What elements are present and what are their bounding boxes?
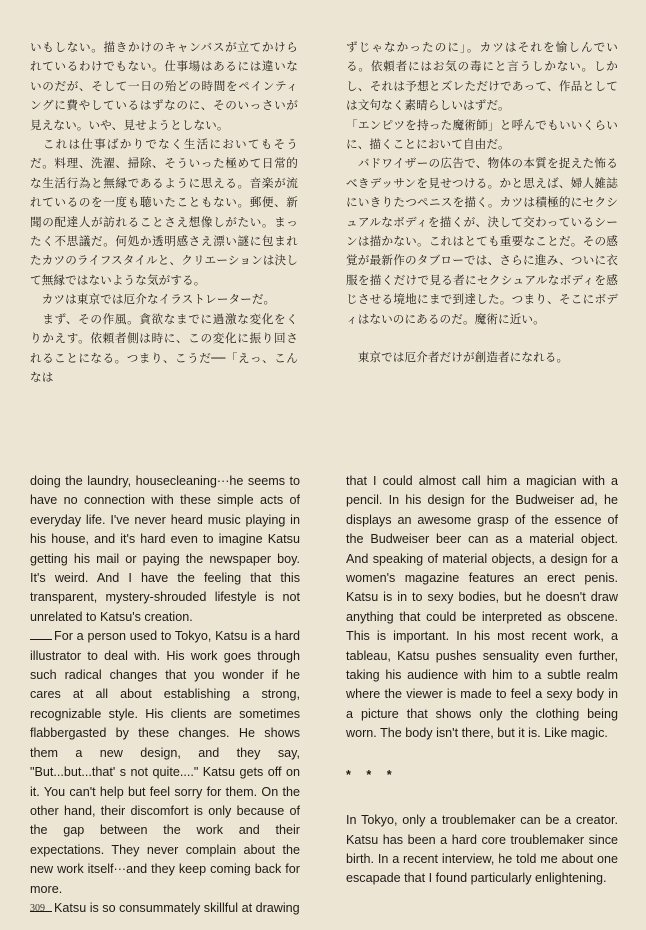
jp-paragraph: まず、その作風。貪欲なまでに過激な変化をくりかえす。依頼者側は時に、この変化に振り回されることになる。つまり、こうだ──「えっ、こんなは xyxy=(30,311,298,384)
jp-paragraph: 東京では厄介者だけが創造者になれる。 xyxy=(346,350,569,365)
japanese-column-left xyxy=(30,38,298,387)
indent-rule xyxy=(30,629,52,640)
en-paragraph: Katsu is so consummately skillful at drawing xyxy=(54,900,300,915)
jp-paragraph: カツは東京では厄介なイラストレーターだ。 xyxy=(30,292,276,307)
english-column-left xyxy=(30,472,300,918)
jp-paragraph: 「エンピツを持った魔術師」と呼んでもいいくらいに、描くことにおいて自由だ。 xyxy=(346,117,618,152)
page-number: 309 xyxy=(30,903,45,914)
en-paragraph-wrap xyxy=(30,627,300,899)
english-column-right xyxy=(346,472,618,889)
en-paragraph: doing the laundry, housecleaning···he seems to have no connection with these simple acts of everyday life. I've never heard music playing in his house, and it's hard even to imagine Katsu getting his mail or paying the newspaper boy. It's weird. And I have the feeling that this transparent, mystery-shrouded lifestyle is not unrelated to Katsu's creation. xyxy=(30,474,300,624)
jp-paragraph: ずじゃなかったのに」。カツはそれを愉しんでいる。依頼者にはお気の毒にと言うしかない。しかし、それは予想とズレただけであって、作品としては文句なく素晴らしいはずだ。 xyxy=(346,40,618,113)
en-paragraph: that I could almost call him a magician with a pencil. In his design for the Budweiser ad, he displays an awesome grasp of the essence of the Budweiser beer can as a material object. And speaking of material objects, a design for a women's magazine features an erect penis. Katsu is in to sexy bodies, but he doesn't draw anything that could be interpreted as obscene. This is important. In his most recent work, a tableau, Katsu pushes sensuality even further, taking his audience with him to a subtle realm where the viewer is made to feel a sexy body in a picture that shows only the clothing being worn. The body isn't there, but it is. Like magic. xyxy=(346,474,618,741)
en-paragraph: In Tokyo, only a troublemaker can be a creator. Katsu has been a hard core troublemaker since birth. In a recent interview, he told me about one escapade that I found particularly enlightening. xyxy=(346,813,618,886)
section-break: * * * xyxy=(346,767,398,782)
jp-paragraph: いもしない。描きかけのキャンバスが立てかけられているわけでもない。仕事場はあるには違いないのだが、そして一日の殆どの時間をペインティングに費やしているはずなのに、そのいっさいが見えない。いや、見せようとしない。 xyxy=(30,40,298,132)
en-paragraph-wrap xyxy=(30,899,300,918)
en-paragraph: For a person used to Tokyo, Katsu is a hard illustrator to deal with. His work goes through such radical changes that you wonder if he cares at all about establishing a strong, recognizable style. His clients are sometimes flabbergasted by these changes. He shows them a new design, and they say, "But...but...that' s not quite...." Katsu gets off on it. You can't help but feel sorry for them. On the other hand, their discomfort is only because of the gap between the work and their expectations. They never complain about the new work itself···and they keep coming back for more. xyxy=(30,629,300,896)
japanese-column-right xyxy=(346,38,618,368)
jp-paragraph: バドワイザーの広告で、物体の本質を捉えた怖るべきデッサンを見せつける。かと思えば、婦人雑誌にいきりたつペニスを描く。カツは積極的にセクシュアルなボディを描くが、決して交わっているシーンは描かない。これはとても重要なことだ。その感覚が最新作のタブローでは、さらに進み、ついに衣服を描くだけで見る者にセクシュアルなボディを感じさせる境地にまで到達した。つまり、そこにボディはないのにあるのだ。魔術に近い。 xyxy=(346,156,618,326)
jp-paragraph: これは仕事ばかりでなく生活においてもそうだ。料理、洗濯、掃除、そういった極めて日常的な生活行為と無縁であるように思える。音楽が流れているのを一度も聴いたこともない。郵便、新聞の配達人が訪れることさえ想像しがたい。まったく不思議だ。何処か透明感さえ漂い謎に包まれたカツのライフスタイルと、クリエーションは決して無縁ではないような気がする。 xyxy=(30,137,298,287)
